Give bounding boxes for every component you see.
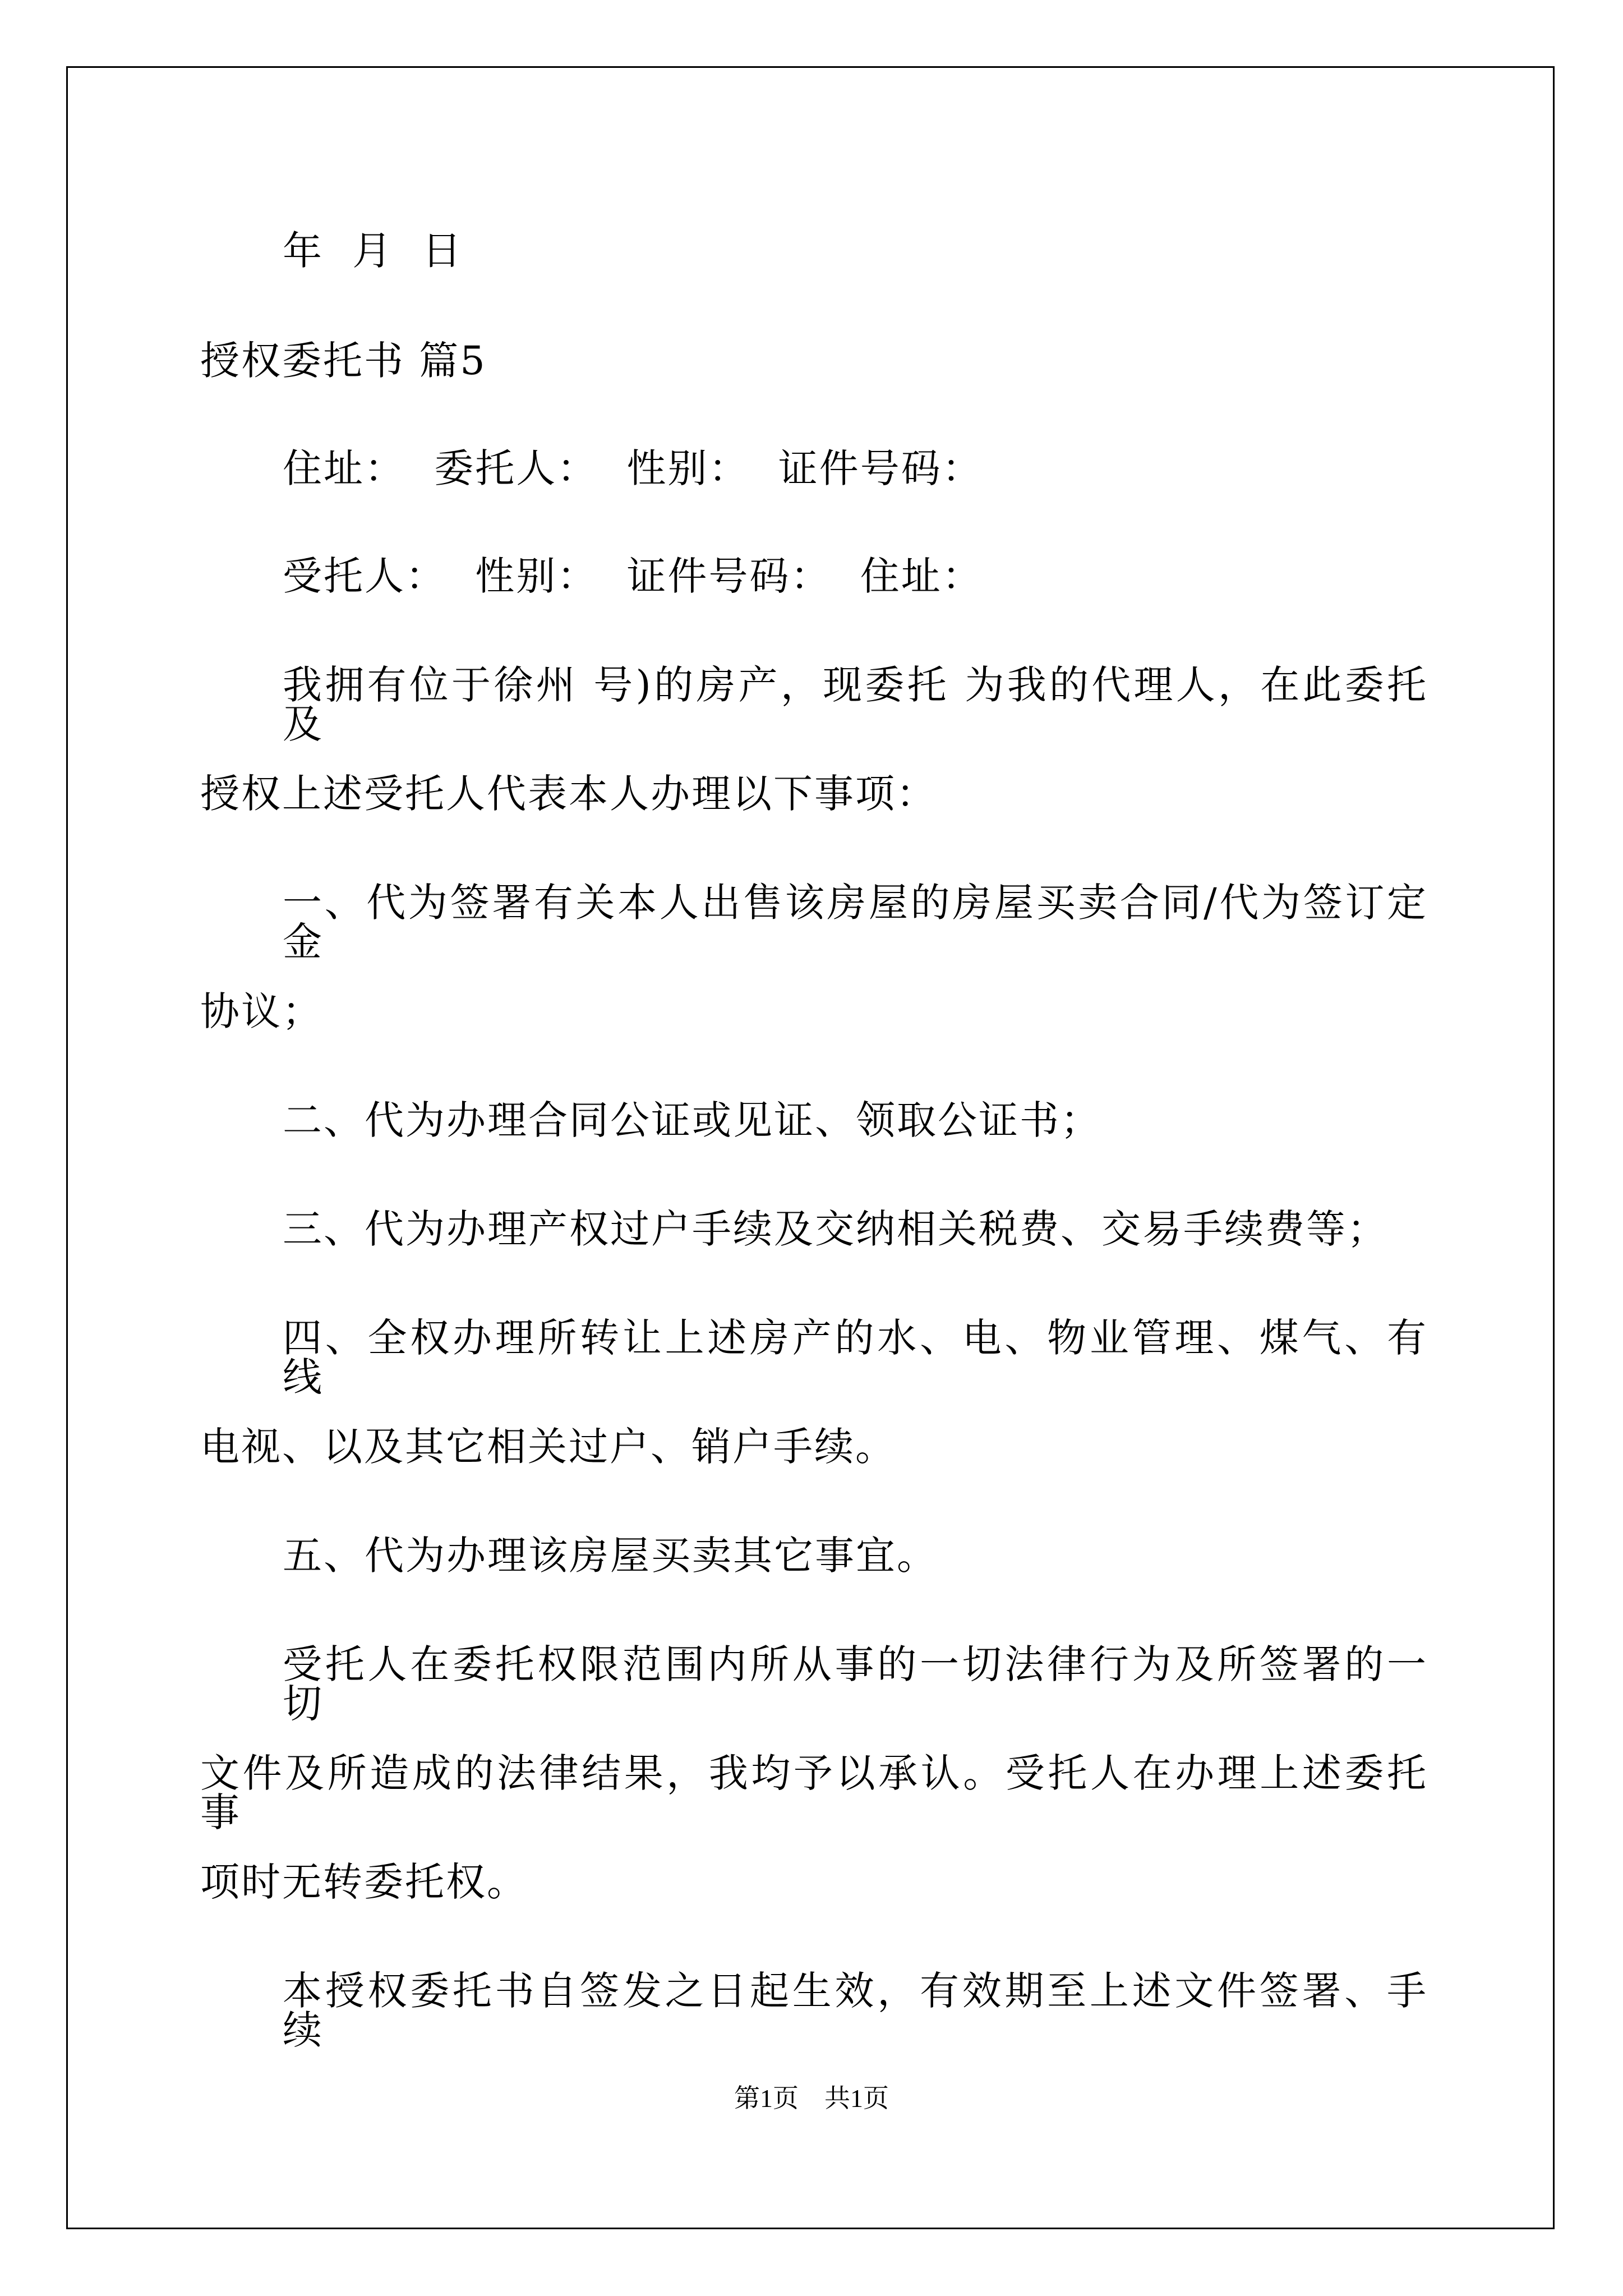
date-line: 年 月 日 xyxy=(283,228,463,274)
item-1-cont: 协议； xyxy=(200,988,323,1034)
paragraph-line: 我拥有位于徐州 号)的房产，现委托 为我的代理人，在此委托及 xyxy=(283,662,1428,747)
item-4: 四、全权办理所转让上述房产的水、电、物业管理、煤气、有线 xyxy=(283,1315,1428,1400)
paragraph-line: 文件及所造成的法律结果，我均予以承认。受托人在办理上述委托事 xyxy=(200,1750,1428,1835)
item-1: 一、代为签署有关本人出售该房屋的房屋买卖合同/代为签订定金 xyxy=(283,880,1428,965)
item-2: 二、代为办理合同公证或见证、领取公证书； xyxy=(283,1097,1101,1143)
item-5: 五、代为办理该房屋买卖其它事宜。 xyxy=(283,1533,938,1579)
paragraph-line: 授权上述受托人代表本人办理以下事项： xyxy=(200,771,937,817)
page-number: 第1页 共1页 xyxy=(734,2084,889,2113)
principal-fields: 住址： 委托人： 性别： 证件号码： xyxy=(283,445,983,491)
item-4-cont: 电视、以及其它相关过户、销户手续。 xyxy=(200,1424,896,1470)
paragraph-line: 受托人在委托权限范围内所从事的一切法律行为及所签署的一切 xyxy=(283,1641,1428,1727)
paragraph-line: 本授权委托书自签发之日起生效，有效期至上述文件签署、手续 xyxy=(283,1968,1428,2053)
paragraph-line: 项时无转委托权。 xyxy=(200,1859,528,1905)
agent-fields: 受托人： 性别： 证件号码： 住址： xyxy=(283,553,983,599)
section-title: 授权委托书 篇5 xyxy=(200,338,487,384)
item-3: 三、代为办理产权过户手续及交纳相关税费、交易手续费等； xyxy=(283,1206,1388,1252)
